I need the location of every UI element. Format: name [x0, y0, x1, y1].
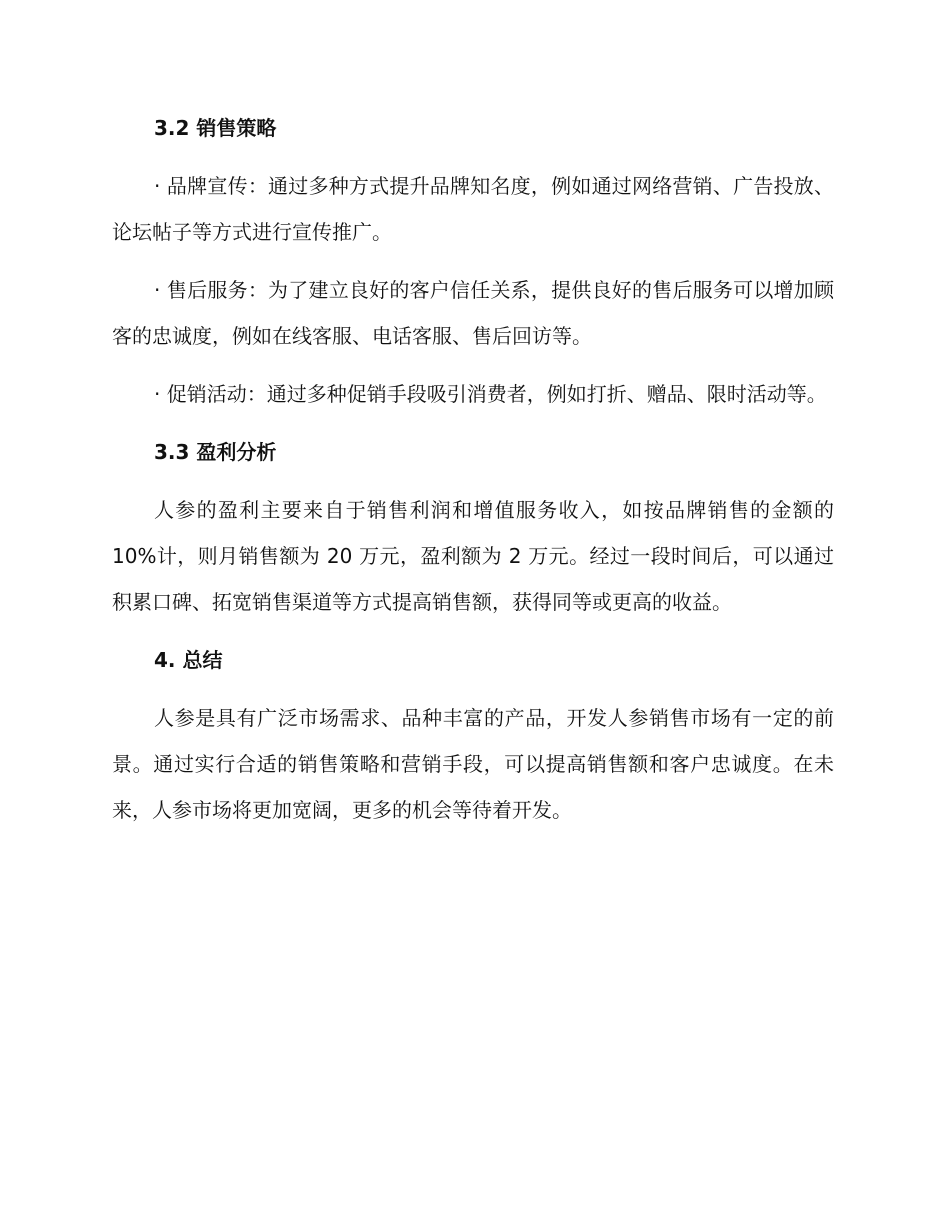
profit-analysis-paragraph: 人参的盈利主要来自于销售利润和增值服务收入，如按品牌销售的金额的 10%计，则月销售额为 20 万元，盈利额为 2 万元。经过一段时间后，可以通过积累口碑、拓宽销售渠道等方式提高销售额，获得同等或更高的收益。: [112, 498, 834, 614]
summary-paragraph: 人参是具有广泛市场需求、品种丰富的产品，开发人参销售市场有一定的前景。通过实行合适的销售策略和营销手段，可以提高销售额和客户忠诚度。在未来，人参市场将更加宽阔，更多的机会等待着开发。: [112, 706, 834, 822]
section-heading-profit-analysis: 3.3 盈利分析: [154, 440, 277, 464]
bullet-promotion-activities: · 促销活动：通过多种促销手段吸引消费者，例如打折、赠品、限时活动等。: [154, 382, 827, 406]
bullet-brand-promotion: · 品牌宣传：通过多种方式提升品牌知名度，例如通过网络营销、广告投放、论坛帖子等方式进行宣传推广。: [112, 174, 834, 244]
bullet-after-sales-service: · 售后服务：为了建立良好的客户信任关系，提供良好的售后服务可以增加顾客的忠诚度，例如在线客服、电话客服、售后回访等。: [112, 278, 834, 348]
document-body: [112, 105, 834, 845]
section-heading-summary: 4. 总结: [154, 648, 223, 672]
section-heading-sales-strategy: 3.2 销售策略: [154, 116, 277, 140]
